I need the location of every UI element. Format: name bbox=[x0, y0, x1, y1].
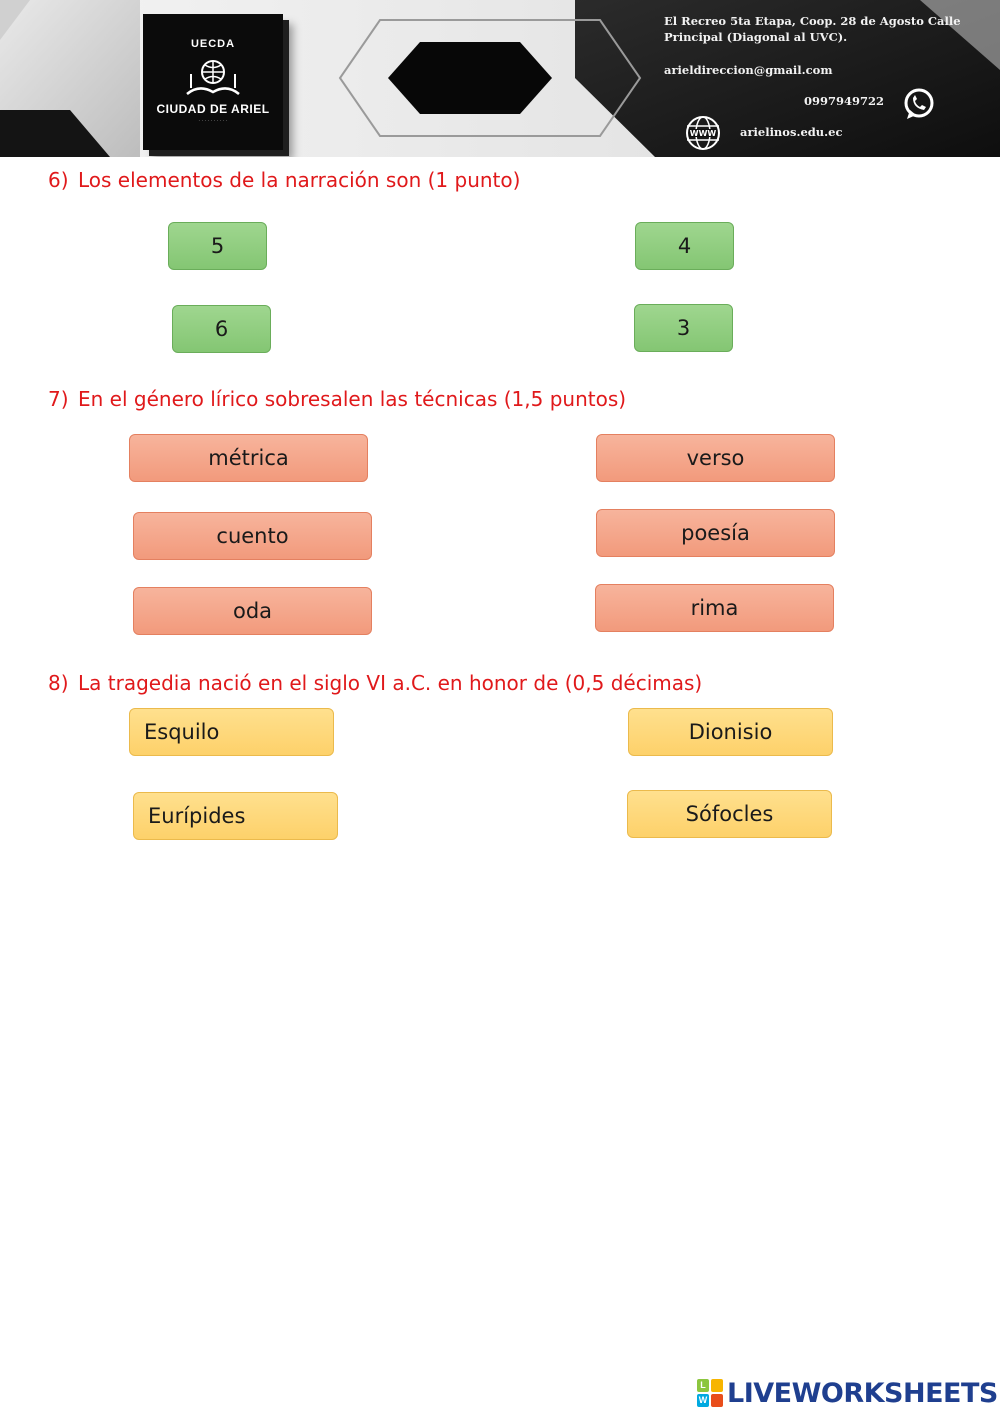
q7-option-rima[interactable]: rima bbox=[595, 584, 834, 632]
logo-subtext: · · · · · · · · · · bbox=[198, 118, 228, 124]
question-7-title bbox=[48, 387, 626, 411]
q7-option-cuento[interactable]: cuento bbox=[133, 512, 372, 560]
question-text: Los elementos de la narración son (1 punto) bbox=[78, 168, 521, 192]
grid-cell: W bbox=[698, 1395, 708, 1405]
q6-option-4[interactable]: 4 bbox=[635, 222, 734, 270]
q8-option-sofocles[interactable]: Sófocles bbox=[627, 790, 832, 838]
question-6-title bbox=[48, 168, 520, 192]
question-number: 7) bbox=[48, 387, 69, 411]
q6-option-3[interactable]: 3 bbox=[634, 304, 733, 352]
q8-option-dionisio[interactable]: Dionisio bbox=[628, 708, 833, 756]
q8-option-euripides[interactable]: Eurípides bbox=[133, 792, 338, 840]
question-8-title bbox=[48, 671, 702, 695]
header-website: arielinos.edu.ec bbox=[740, 125, 843, 139]
question-number: 6) bbox=[48, 168, 69, 192]
svg-text:WWW: WWW bbox=[689, 129, 717, 138]
header-address: El Recreo 5ta Etapa, Coop. 28 de Agosto Calle Principal (Diagonal al UVC). bbox=[664, 14, 961, 44]
school-logo bbox=[143, 14, 283, 150]
logo-school-name: CIUDAD DE ARIEL bbox=[156, 102, 270, 116]
question-text: En el género lírico sobresalen las técnicas (1,5 puntos) bbox=[78, 387, 627, 411]
q7-option-poesia[interactable]: poesía bbox=[596, 509, 835, 557]
q8-option-esquilo[interactable]: Esquilo bbox=[129, 708, 334, 756]
question-number: 8) bbox=[48, 671, 69, 695]
q7-option-oda[interactable]: oda bbox=[133, 587, 372, 635]
grid-cell bbox=[711, 1394, 723, 1407]
liveworksheets-grid-icon bbox=[697, 1379, 723, 1407]
q7-option-verso[interactable]: verso bbox=[596, 434, 835, 482]
grid-cell bbox=[711, 1379, 723, 1392]
grid-cell: L bbox=[697, 1379, 709, 1392]
book-globe-emblem-icon bbox=[183, 54, 243, 98]
www-globe-icon bbox=[684, 114, 722, 152]
liveworksheets-logo bbox=[697, 1378, 998, 1408]
q6-option-6[interactable]: 6 bbox=[172, 305, 271, 353]
logo-top-text: UECDA bbox=[190, 38, 236, 50]
header-email: arieldireccion@gmail.com bbox=[664, 63, 833, 77]
header-phone: 0997949722 bbox=[804, 94, 885, 108]
whatsapp-icon bbox=[901, 86, 937, 122]
q6-option-5[interactable]: 5 bbox=[168, 222, 267, 270]
question-text: La tragedia nació en el siglo VI a.C. en honor de (0,5 décimas) bbox=[78, 671, 703, 695]
q7-option-metrica[interactable]: métrica bbox=[129, 434, 368, 482]
liveworksheets-brand: LIVEWORKSHEETS bbox=[727, 1377, 998, 1409]
header-banner bbox=[0, 0, 1000, 157]
